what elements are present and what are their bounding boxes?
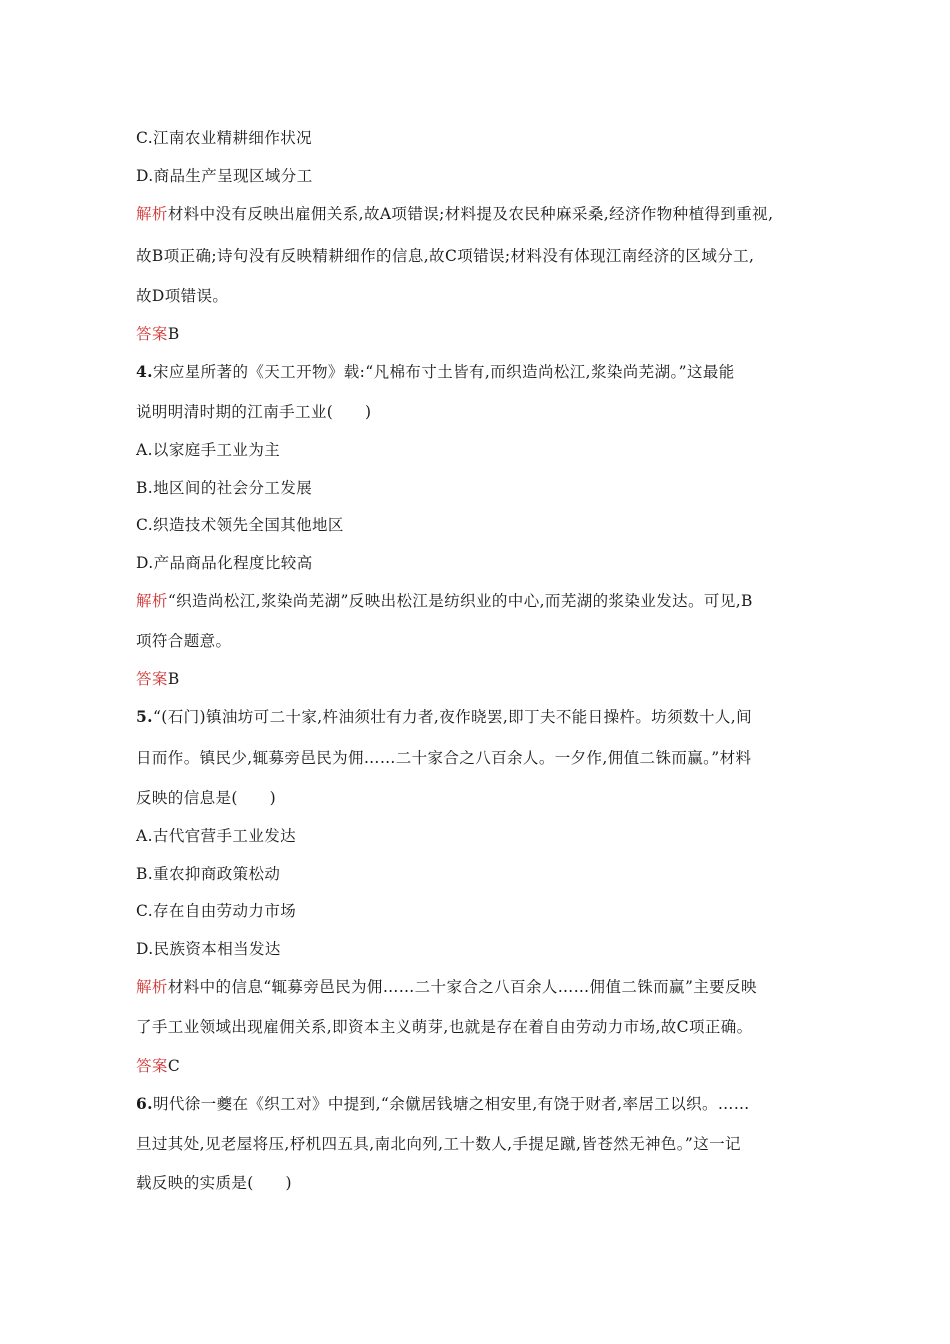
q6-stem-line1 xyxy=(136,1094,816,1114)
q4-stem-line1 xyxy=(136,362,816,382)
q5-analysis-line1 xyxy=(136,977,816,997)
q4-stem-line2: 说明明清时期的江南手工业( ) xyxy=(136,403,372,421)
q5-analysis-line2: 了手工业领域出现雇佣关系,即资本主义萌芽,也就是存在着自由劳动力市场,故C项正确。 xyxy=(136,1018,753,1036)
answer-label: 答案 xyxy=(136,670,168,688)
question-number: 4. xyxy=(136,362,153,381)
question-number: 5. xyxy=(136,707,153,726)
q5-option-c: C.存在自由劳动力市场 xyxy=(136,902,297,920)
answer-value: B xyxy=(167,670,180,688)
q3-analysis-line3: 故D项错误。 xyxy=(136,287,229,305)
q5-option-a: A.古代官营手工业发达 xyxy=(136,827,297,845)
q4-analysis-line2: 项符合题意。 xyxy=(136,632,232,650)
stem-text: 宋应星所著的《天工开物》载:“凡棉布寸土皆有,而织造尚松江,浆染尚芜湖。”这最能 xyxy=(152,363,735,381)
q4-analysis-line1 xyxy=(136,591,816,611)
answer-value: C xyxy=(167,1057,181,1075)
analysis-text: 材料中没有反映出雇佣关系,故A项错误;材料提及农民种麻采桑,经济作物种植得到重视, xyxy=(167,205,774,223)
q3-answer xyxy=(136,324,816,344)
stem-text: “(石门)镇油坊可二十家,杵油须壮有力者,夜作晓罢,即丁夫不能日操杵。坊须数十人,间 xyxy=(152,708,753,726)
q5-stem-line2: 日而作。镇民少,辄募旁邑民为佣……二十家合之八百余人。一夕作,佣值二铢而赢。”材料 xyxy=(136,749,752,767)
q3-option-d: D.商品生产呈现区域分工 xyxy=(136,167,313,185)
q4-option-a: A.以家庭手工业为主 xyxy=(136,441,281,459)
analysis-text: “织造尚松江,浆染尚芜湖”反映出松江是纺织业的中心,而芜湖的浆染业发达。可见,B xyxy=(167,592,753,610)
analysis-label: 解析 xyxy=(136,592,168,610)
q6-stem-line2: 旦过其处,见老屋将压,杼机四五具,南北向列,工十数人,手提足蹴,皆苍然无神色。”这一记 xyxy=(136,1135,741,1153)
q5-option-b: B.重农抑商政策松动 xyxy=(136,865,281,883)
q5-stem-line3: 反映的信息是( ) xyxy=(136,789,277,807)
q3-option-c: C.江南农业精耕细作状况 xyxy=(136,129,313,147)
q5-answer xyxy=(136,1056,816,1076)
analysis-label: 解析 xyxy=(136,205,168,223)
q4-option-b: B.地区间的社会分工发展 xyxy=(136,479,313,497)
q3-analysis-line2: 故B项正确;诗句没有反映精耕细作的信息,故C项错误;材料没有体现江南经济的区域分工, xyxy=(136,247,755,265)
answer-value: B xyxy=(167,325,180,343)
analysis-label: 解析 xyxy=(136,978,168,996)
q4-answer xyxy=(136,669,816,689)
q5-stem-line1 xyxy=(136,707,816,727)
answer-label: 答案 xyxy=(136,325,168,343)
stem-text: 明代徐一夔在《织工对》中提到,“余僦居钱塘之相安里,有饶于财者,率居工以织。…… xyxy=(152,1095,750,1113)
analysis-text: 材料中的信息“辄募旁邑民为佣……二十家合之八百余人……佣值二铢而赢”主要反映 xyxy=(167,978,757,996)
q5-option-d: D.民族资本相当发达 xyxy=(136,940,281,958)
q6-stem-line3: 载反映的实质是( ) xyxy=(136,1174,292,1192)
q4-option-d: D.产品商品化程度比较高 xyxy=(136,554,313,572)
q3-analysis-line1 xyxy=(136,204,816,224)
answer-label: 答案 xyxy=(136,1057,168,1075)
q4-option-c: C.织造技术领先全国其他地区 xyxy=(136,516,344,534)
question-number: 6. xyxy=(136,1094,153,1113)
